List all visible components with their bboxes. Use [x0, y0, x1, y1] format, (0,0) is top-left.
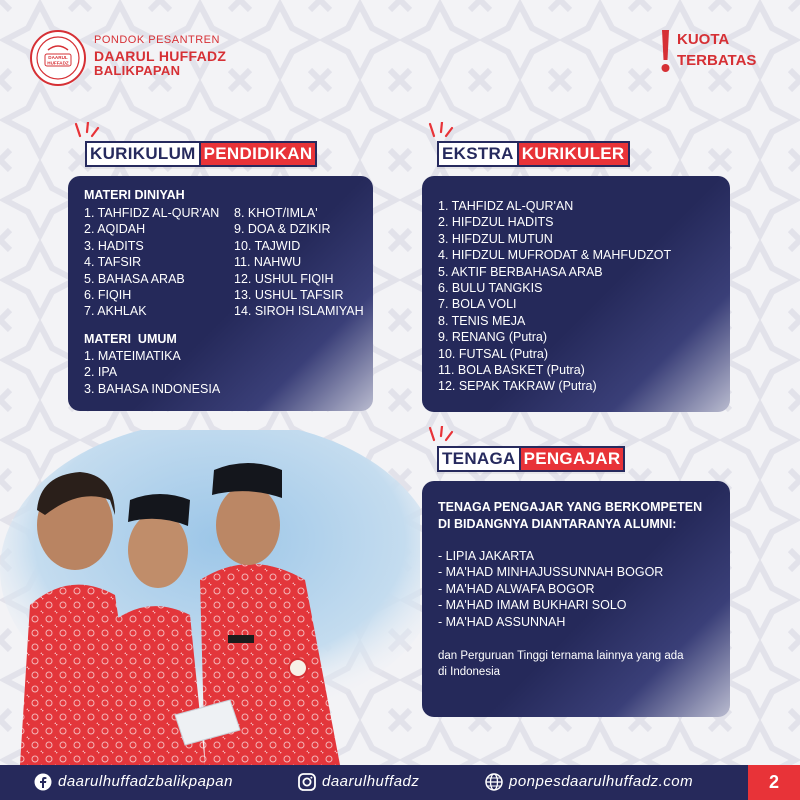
umum-list — [84, 348, 220, 397]
list-item: 10. FUTSAL (Putra) — [438, 346, 548, 361]
list-item: 6. BULU TANGKIS — [438, 281, 543, 296]
diniyah-title: MATERI DINIYAH — [84, 188, 185, 202]
students-photo — [0, 430, 420, 765]
list-item: 7. BOLA VOLI — [438, 297, 517, 312]
tenaga-heading — [437, 446, 625, 472]
list-item: 3. HADITS — [84, 238, 144, 253]
tenaga-heading-b: PENGAJAR — [519, 446, 626, 472]
list-item: 12. SEPAK TAKRAW (Putra) — [438, 379, 597, 394]
list-item: 11. BOLA BASKET (Putra) — [438, 363, 585, 378]
logo-emblem-icon — [32, 32, 84, 84]
sparkle-icon — [426, 426, 456, 448]
globe-icon[interactable] — [485, 773, 503, 791]
footer-bar — [0, 765, 800, 800]
ekstra-heading-b: KURIKULER — [517, 141, 630, 167]
alumni-list — [438, 548, 663, 630]
list-item: 3. BAHASA INDONESIA — [84, 381, 221, 396]
facebook-link[interactable]: daarulhuffadzbalikpapan — [58, 773, 233, 790]
quota-line-2: TERBATAS — [677, 52, 757, 69]
umum-title: MATERI UMUM — [84, 332, 177, 346]
kurikulum-panel — [68, 176, 373, 411]
exclamation-icon — [661, 30, 670, 74]
list-item: - MA'HAD ASSUNNAH — [438, 614, 566, 629]
list-item: - MA'HAD IMAM BUKHARI SOLO — [438, 598, 627, 613]
brand-city: BALIKPAPAN — [94, 63, 181, 78]
kurikulum-heading-b: PENDIDIKAN — [199, 141, 318, 167]
list-item: 1. MATEIMATIKA — [84, 349, 181, 363]
instagram-icon[interactable] — [298, 773, 316, 791]
list-item: 9. DOA & DZIKIR — [234, 222, 331, 237]
brand-prefix: PONDOK PESANTREN — [94, 34, 220, 46]
tenaga-outro — [438, 648, 684, 681]
svg-text:HUFFADZ: HUFFADZ — [47, 60, 69, 66]
svg-text:DAARUL: DAARUL — [48, 55, 68, 60]
list-item: 1. TAHFIDZ AL-QUR'AN — [84, 206, 220, 220]
list-item: 14. SIROH ISLAMIYAH — [234, 304, 364, 319]
list-item: 3. HIFDZUL MUTUN — [438, 231, 553, 246]
ekstra-panel — [422, 176, 730, 412]
logo-emblem — [30, 30, 86, 86]
list-item: 2. HIFDZUL HADITS — [438, 215, 554, 230]
list-item: 4. TAFSIR — [84, 255, 142, 270]
tenaga-panel — [422, 481, 730, 717]
list-item: 2. AQIDAH — [84, 222, 146, 237]
list-item: 9. RENANG (Putra) — [438, 330, 548, 345]
brand-name: DAARUL HUFFADZ — [94, 48, 227, 64]
page-number: 2 — [748, 765, 800, 800]
facebook-icon[interactable] — [34, 773, 52, 791]
list-item: 5. BAHASA ARAB — [84, 271, 185, 286]
list-item: 2. IPA — [84, 365, 118, 380]
list-item: 4. HIFDZUL MUFRODAT & MAHFUDZOT — [438, 248, 672, 263]
tenaga-intro-1: TENAGA PENGAJAR YANG BERKOMPETEN — [438, 500, 703, 514]
list-item: 1. TAHFIDZ AL-QUR'AN — [438, 199, 574, 213]
list-item: - MA'HAD MINHAJUSSUNNAH BOGOR — [438, 565, 664, 580]
outro-line-1: dan Perguruan Tinggi ternama lainnya yang ada — [438, 650, 684, 662]
kurikulum-heading — [85, 141, 317, 167]
list-item: 12. USHUL FIQIH — [234, 271, 334, 286]
ekstra-heading-a: EKSTRA — [437, 141, 517, 167]
list-item: 7. AKHLAK — [84, 304, 147, 319]
ekstra-list — [438, 198, 671, 395]
diniyah-list-1 — [84, 205, 219, 320]
tenaga-intro-2: DI BIDANGNYA DIANTARANYA ALUMNI: — [438, 517, 677, 531]
list-item: 10. TAJWID — [234, 238, 301, 253]
kurikulum-heading-a: KURIKULUM — [85, 141, 199, 167]
list-item: 13. USHUL TAFSIR — [234, 288, 344, 303]
list-item: - LIPIA JAKARTA — [438, 549, 535, 563]
list-item: 11. NAHWU — [234, 255, 302, 270]
diniyah-list-2 — [234, 205, 364, 320]
list-item: 8. TENIS MEJA — [438, 313, 526, 328]
instagram-link[interactable]: daarulhuffadz — [322, 773, 420, 790]
ekstra-heading — [437, 141, 630, 167]
quota-line-1: KUOTA — [677, 31, 730, 48]
website-link[interactable]: ponpesdaarulhuffadz.com — [509, 773, 694, 790]
list-item: 8. KHOT/IMLA' — [234, 206, 318, 220]
list-item: 6. FIQIH — [84, 288, 132, 303]
list-item: 5. AKTIF BERBAHASA ARAB — [438, 264, 603, 279]
outro-line-2: di Indonesia — [438, 666, 501, 679]
list-item: - MA'HAD ALWAFA BOGOR — [438, 581, 595, 596]
tenaga-heading-a: TENAGA — [437, 446, 519, 472]
